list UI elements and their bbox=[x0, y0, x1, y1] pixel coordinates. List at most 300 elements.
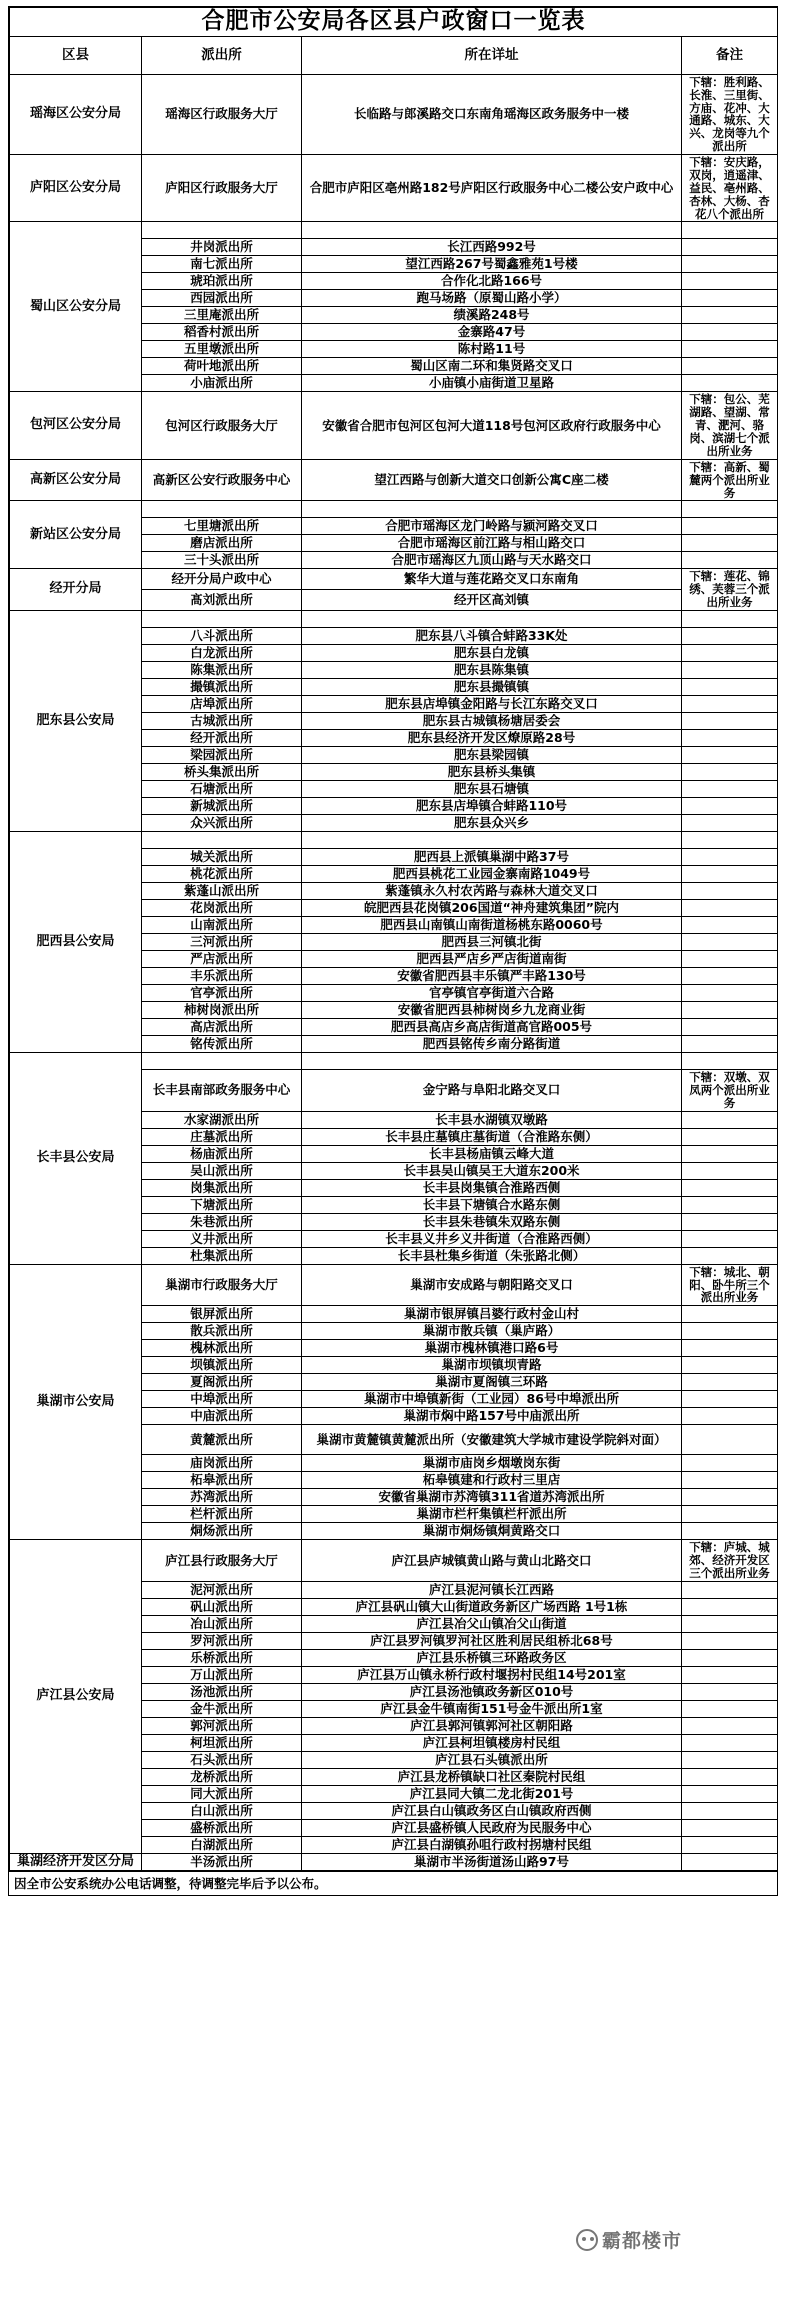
table-spacer-row bbox=[10, 832, 778, 849]
cell-address: 巢湖市半汤街道汤山路97号 bbox=[302, 1853, 682, 1871]
table-row bbox=[10, 1853, 778, 1871]
cell-address: 庐江县汤池镇政务新区010号 bbox=[302, 1683, 682, 1700]
cell-station: 冶山派出所 bbox=[142, 1615, 302, 1632]
cell-remark bbox=[682, 535, 778, 552]
cell-address: 望江西路267号蜀鑫雅苑1号楼 bbox=[302, 256, 682, 273]
cell-station: 庄墓派出所 bbox=[142, 1128, 302, 1145]
cell-remark bbox=[682, 1019, 778, 1036]
cell-address: 庐江县金牛镇南街151号金牛派出所1室 bbox=[302, 1700, 682, 1717]
cell-station: 汤池派出所 bbox=[142, 1683, 302, 1700]
cell-station: 龙桥派出所 bbox=[142, 1768, 302, 1785]
cell-district: 高新区公安分局 bbox=[10, 459, 142, 501]
cell-remark bbox=[682, 832, 778, 849]
cell-remark bbox=[682, 518, 778, 535]
cell-address: 合肥市瑶海区前江路与相山路交口 bbox=[302, 535, 682, 552]
cell-address: 庐江县盛桥镇人民政府为民服务中心 bbox=[302, 1819, 682, 1836]
cell-address: 庐江县罗河镇罗河社区胜利居民组桥北68号 bbox=[302, 1632, 682, 1649]
cell-remark bbox=[682, 1340, 778, 1357]
cell-station: 白湖派出所 bbox=[142, 1836, 302, 1853]
table-row bbox=[10, 569, 778, 590]
cell-address: 安徽省合肥市包河区包河大道118号包河区政府行政服务中心 bbox=[302, 392, 682, 459]
cell-station: 庐阳区行政服务大厅 bbox=[142, 155, 302, 222]
cell-address: 肥东县经济开发区燎原路28号 bbox=[302, 730, 682, 747]
cell-address: 长丰县吴山镇吴王大道东200米 bbox=[302, 1162, 682, 1179]
cell-remark bbox=[682, 1455, 778, 1472]
cell-station: 南七派出所 bbox=[142, 256, 302, 273]
cell-station: 中埠派出所 bbox=[142, 1391, 302, 1408]
cell-remark bbox=[682, 375, 778, 392]
page-title: 合肥市公安局各区县户政窗口一览表 bbox=[10, 8, 778, 37]
cell-station bbox=[142, 222, 302, 239]
cell-remark bbox=[682, 781, 778, 798]
watermark bbox=[576, 2226, 682, 2253]
cell-station: 陈集派出所 bbox=[142, 662, 302, 679]
cell-remark bbox=[682, 552, 778, 569]
cell-station bbox=[142, 832, 302, 849]
cell-address: 庐江县庐城镇黄山路与黄山北路交口 bbox=[302, 1540, 682, 1582]
cell-station: 金牛派出所 bbox=[142, 1700, 302, 1717]
cell-station: 七里塘派出所 bbox=[142, 518, 302, 535]
cell-address: 长丰县朱巷镇朱双路东侧 bbox=[302, 1213, 682, 1230]
cell-address: 长临路与郎溪路交口东南角瑶海区政务服务中一楼 bbox=[302, 74, 682, 154]
cell-station: 罗河派出所 bbox=[142, 1632, 302, 1649]
cell-remark bbox=[682, 358, 778, 375]
cell-remark bbox=[682, 1374, 778, 1391]
cell-address: 望江西路与创新大道交口创新公寓C座二楼 bbox=[302, 459, 682, 501]
cell-remark bbox=[682, 645, 778, 662]
cell-address: 庐江县泥河镇长江西路 bbox=[302, 1581, 682, 1598]
cell-remark: 下辖：莲花、锦绣、芙蓉三个派出所业务 bbox=[682, 569, 778, 611]
cell-remark bbox=[682, 1247, 778, 1264]
cell-station: 郭河派出所 bbox=[142, 1717, 302, 1734]
cell-address: 肥西县三河镇北街 bbox=[302, 934, 682, 951]
cell-address: 金寨路47号 bbox=[302, 324, 682, 341]
cell-remark bbox=[682, 679, 778, 696]
cell-station: 下塘派出所 bbox=[142, 1196, 302, 1213]
cell-remark bbox=[682, 764, 778, 781]
cell-remark bbox=[682, 1819, 778, 1836]
cell-district: 肥东县公安局 bbox=[10, 611, 142, 832]
cell-address: 肥东县店埠镇金阳路与长江东路交叉口 bbox=[302, 696, 682, 713]
cell-remark bbox=[682, 1323, 778, 1340]
cell-station: 众兴派出所 bbox=[142, 815, 302, 832]
cell-station: 官亭派出所 bbox=[142, 985, 302, 1002]
cell-remark bbox=[682, 1802, 778, 1819]
cell-remark bbox=[682, 1751, 778, 1768]
cell-station: 店埠派出所 bbox=[142, 696, 302, 713]
cell-remark bbox=[682, 1306, 778, 1323]
cell-address: 官亭镇官亭街道六合路 bbox=[302, 985, 682, 1002]
cell-address: 合作化北路166号 bbox=[302, 273, 682, 290]
table-spacer-row bbox=[10, 1053, 778, 1070]
cell-address: 庐江县郭河镇郭河社区朝阳路 bbox=[302, 1717, 682, 1734]
cell-address: 肥西县上派镇巢湖中路37号 bbox=[302, 849, 682, 866]
cell-remark bbox=[682, 1836, 778, 1853]
cell-remark: 下辖：胜利路、长淮、三里街、方庙、花冲、大通路、城东、大兴、龙岗等九个派出所 bbox=[682, 74, 778, 154]
cell-remark bbox=[682, 1472, 778, 1489]
cell-station: 石头派出所 bbox=[142, 1751, 302, 1768]
household-registration-table bbox=[9, 7, 778, 1871]
cell-remark bbox=[682, 1128, 778, 1145]
cell-address: 皖肥西县花岗镇206国道“神舟建筑集团”院内 bbox=[302, 900, 682, 917]
cell-station: 吴山派出所 bbox=[142, 1162, 302, 1179]
cell-station: 城关派出所 bbox=[142, 849, 302, 866]
cell-address: 肥西县山南镇山南街道杨桃东路0060号 bbox=[302, 917, 682, 934]
cell-remark bbox=[682, 1036, 778, 1053]
cell-address: 陈村路11号 bbox=[302, 341, 682, 358]
cell-address: 巢湖市安成路与朝阳路交叉口 bbox=[302, 1264, 682, 1306]
cell-remark bbox=[682, 1145, 778, 1162]
cell-remark: 下辖：安庆路，双岗，逍遥津、益民、亳州路、杏林、大杨、杏花八个派出所 bbox=[682, 155, 778, 222]
cell-station: 盛桥派出所 bbox=[142, 1819, 302, 1836]
cell-address: 巢湖市槐林镇港口路6号 bbox=[302, 1340, 682, 1357]
cell-address: 肥东县梁园镇 bbox=[302, 747, 682, 764]
cell-remark bbox=[682, 1179, 778, 1196]
cell-address: 巢湖市焖中路157号中庙派出所 bbox=[302, 1408, 682, 1425]
cell-address: 肥东县店埠镇合蚌路110号 bbox=[302, 798, 682, 815]
cell-remark bbox=[682, 1523, 778, 1540]
cell-district: 瑶海区公安分局 bbox=[10, 74, 142, 154]
cell-remark bbox=[682, 501, 778, 518]
cell-remark bbox=[682, 1768, 778, 1785]
cell-address bbox=[302, 1053, 682, 1070]
cell-address: 庐江县同大镇二龙北街201号 bbox=[302, 1785, 682, 1802]
cell-remark bbox=[682, 1700, 778, 1717]
cell-station: 琥珀派出所 bbox=[142, 273, 302, 290]
table-spacer-row bbox=[10, 611, 778, 628]
cell-remark bbox=[682, 1391, 778, 1408]
cell-address: 庐江县万山镇永桥行政村堰拐村民组14号201室 bbox=[302, 1666, 682, 1683]
cell-station: 庙岗派出所 bbox=[142, 1455, 302, 1472]
cell-station: 义井派出所 bbox=[142, 1230, 302, 1247]
cell-remark bbox=[682, 290, 778, 307]
cell-station: 烔炀派出所 bbox=[142, 1523, 302, 1540]
cell-station: 八斗派出所 bbox=[142, 628, 302, 645]
cell-station: 西园派出所 bbox=[142, 290, 302, 307]
cell-remark bbox=[682, 1357, 778, 1374]
cell-address bbox=[302, 611, 682, 628]
cell-remark bbox=[682, 696, 778, 713]
column-header-district: 区县 bbox=[10, 36, 142, 74]
cell-station: 泥河派出所 bbox=[142, 1581, 302, 1598]
cell-address: 巢湖市栏杆集镇栏杆派出所 bbox=[302, 1506, 682, 1523]
cell-remark: 下辖：高新、蜀麓两个派出所业务 bbox=[682, 459, 778, 501]
cell-remark bbox=[682, 1213, 778, 1230]
cell-address: 庐江县白山镇政务区白山镇政府西侧 bbox=[302, 1802, 682, 1819]
cell-station: 散兵派出所 bbox=[142, 1323, 302, 1340]
cell-district: 肥西县公安局 bbox=[10, 832, 142, 1053]
cell-address: 安徽省肥西县丰乐镇严丰路130号 bbox=[302, 968, 682, 985]
cell-address: 安徽省肥西县柿树岗乡九龙商业街 bbox=[302, 1002, 682, 1019]
cell-address: 长丰县杜集乡街道（朱张路北侧） bbox=[302, 1247, 682, 1264]
cell-remark bbox=[682, 866, 778, 883]
page-root bbox=[0, 6, 786, 2297]
table-row bbox=[10, 392, 778, 459]
cell-remark bbox=[682, 1425, 778, 1455]
cell-address: 长丰县下塘镇合水路东侧 bbox=[302, 1196, 682, 1213]
cell-remark bbox=[682, 662, 778, 679]
cell-address: 庐江县冶父山镇冶父山街道 bbox=[302, 1615, 682, 1632]
cell-address: 肥西县严店乡严店街道南街 bbox=[302, 951, 682, 968]
cell-district: 庐江县公安局 bbox=[10, 1540, 142, 1854]
table-row bbox=[10, 1540, 778, 1582]
cell-remark bbox=[682, 1615, 778, 1632]
cell-address: 繁华大道与莲花路交叉口东南角 bbox=[302, 569, 682, 590]
cell-remark bbox=[682, 951, 778, 968]
cell-district: 蜀山区公安分局 bbox=[10, 222, 142, 392]
table-row bbox=[10, 1264, 778, 1306]
cell-district: 经开分局 bbox=[10, 569, 142, 611]
cell-address: 长丰县岗集镇合淮路西侧 bbox=[302, 1179, 682, 1196]
cell-address: 巢湖市散兵镇（巢庐路） bbox=[302, 1323, 682, 1340]
cell-remark bbox=[682, 239, 778, 256]
cell-remark bbox=[682, 985, 778, 1002]
cell-station: 柿树岗派出所 bbox=[142, 1002, 302, 1019]
cell-station: 石塘派出所 bbox=[142, 781, 302, 798]
cell-address: 合肥市瑶海区九顶山路与天水路交口 bbox=[302, 552, 682, 569]
cell-address: 肥东县陈集镇 bbox=[302, 662, 682, 679]
cell-station bbox=[142, 501, 302, 518]
cell-address: 肥东县八斗镇合蚌路33K处 bbox=[302, 628, 682, 645]
cell-station: 杨庙派出所 bbox=[142, 1145, 302, 1162]
cell-address bbox=[302, 501, 682, 518]
cell-remark bbox=[682, 1111, 778, 1128]
cell-address: 巢湖市夏阁镇三环路 bbox=[302, 1374, 682, 1391]
cell-address: 长丰县庄墓镇庄墓街道（合淮路东侧） bbox=[302, 1128, 682, 1145]
cell-address: 巢湖市黄麓镇黄麓派出所（安徽建筑大学城市建设学院斜对面） bbox=[302, 1425, 682, 1455]
watermark-label: 霸都楼市 bbox=[601, 2230, 682, 2252]
cell-remark bbox=[682, 1196, 778, 1213]
cell-station: 经开分局户政中心 bbox=[142, 569, 302, 590]
cell-station: 稻香村派出所 bbox=[142, 324, 302, 341]
cell-station: 新城派出所 bbox=[142, 798, 302, 815]
cell-remark bbox=[682, 798, 778, 815]
cell-remark bbox=[682, 1717, 778, 1734]
table-row bbox=[10, 74, 778, 154]
cell-remark bbox=[682, 1683, 778, 1700]
cell-station: 桃花派出所 bbox=[142, 866, 302, 883]
table-spacer-row bbox=[10, 501, 778, 518]
cell-station: 朱巷派出所 bbox=[142, 1213, 302, 1230]
cell-remark: 下辖：双墩、双凤两个派出所业务 bbox=[682, 1070, 778, 1112]
cell-remark bbox=[682, 1734, 778, 1751]
cell-station: 三河派出所 bbox=[142, 934, 302, 951]
cell-remark bbox=[682, 883, 778, 900]
table-footnote: 因全市公安系统办公电话调整，待调整完毕后予以公布。 bbox=[8, 1872, 778, 1896]
cell-station: 瑶海区行政服务大厅 bbox=[142, 74, 302, 154]
cell-address: 肥东县众兴乡 bbox=[302, 815, 682, 832]
cell-address: 庐江县矾山镇大山街道政务新区广场西路 1号1栋 bbox=[302, 1598, 682, 1615]
cell-station: 夏阁派出所 bbox=[142, 1374, 302, 1391]
column-header-address: 所在详址 bbox=[302, 36, 682, 74]
cell-address: 巢湖市中埠镇新街（工业园）86号中埠派出所 bbox=[302, 1391, 682, 1408]
cell-address: 巢湖市烔炀镇烔黄路交口 bbox=[302, 1523, 682, 1540]
table-title-row bbox=[10, 8, 778, 37]
cell-address: 跑马场路（原蜀山路小学） bbox=[302, 290, 682, 307]
cell-address: 肥东县白龙镇 bbox=[302, 645, 682, 662]
cell-address: 巢湖市银屏镇吕婆行政村金山村 bbox=[302, 1306, 682, 1323]
cell-address bbox=[302, 832, 682, 849]
cell-address: 长丰县义井乡义井街道（合淮路西侧） bbox=[302, 1230, 682, 1247]
cell-station: 古城派出所 bbox=[142, 713, 302, 730]
cell-address: 庐江县龙桥镇缺口社区秦院村民组 bbox=[302, 1768, 682, 1785]
cell-station: 岗集派出所 bbox=[142, 1179, 302, 1196]
cell-district: 庐阳区公安分局 bbox=[10, 155, 142, 222]
cell-address: 庐江县石头镇派出所 bbox=[302, 1751, 682, 1768]
cell-address: 蜀山区南二环和集贤路交叉口 bbox=[302, 358, 682, 375]
cell-station: 柘皋派出所 bbox=[142, 1472, 302, 1489]
cell-remark bbox=[682, 628, 778, 645]
cell-station: 桥头集派出所 bbox=[142, 764, 302, 781]
cell-remark bbox=[682, 1853, 778, 1871]
cell-remark bbox=[682, 747, 778, 764]
cell-remark bbox=[682, 1666, 778, 1683]
column-header-station: 派出所 bbox=[142, 36, 302, 74]
cell-station: 高店派出所 bbox=[142, 1019, 302, 1036]
cell-station: 半汤派出所 bbox=[142, 1853, 302, 1871]
cell-remark bbox=[682, 934, 778, 951]
cell-address: 肥西县铭传乡南分路街道 bbox=[302, 1036, 682, 1053]
cell-address: 肥东县撮镇镇 bbox=[302, 679, 682, 696]
cell-remark bbox=[682, 1230, 778, 1247]
table-row bbox=[10, 459, 778, 501]
cell-address: 紫蓬镇永久村农芮路与森林大道交叉口 bbox=[302, 883, 682, 900]
table-header-row bbox=[10, 36, 778, 74]
cell-station: 栏杆派出所 bbox=[142, 1506, 302, 1523]
cell-station: 杜集派出所 bbox=[142, 1247, 302, 1264]
cell-remark bbox=[682, 307, 778, 324]
cell-address: 庐江县白湖镇孙咀行政村拐塘村民组 bbox=[302, 1836, 682, 1853]
cell-remark bbox=[682, 1002, 778, 1019]
cell-station bbox=[142, 1053, 302, 1070]
cell-district: 长丰县公安局 bbox=[10, 1053, 142, 1265]
cell-district: 巢湖经济开发区分局 bbox=[10, 1853, 142, 1871]
cell-remark bbox=[682, 611, 778, 628]
cell-remark bbox=[682, 273, 778, 290]
cell-station: 小庙派出所 bbox=[142, 375, 302, 392]
cell-address: 肥东县古城镇杨塘居委会 bbox=[302, 713, 682, 730]
cell-address: 绩溪路248号 bbox=[302, 307, 682, 324]
cell-station: 井岗派出所 bbox=[142, 239, 302, 256]
cell-remark bbox=[682, 222, 778, 239]
cell-station: 髙刘派出所 bbox=[142, 590, 302, 611]
cell-station: 高新区公安行政服务中心 bbox=[142, 459, 302, 501]
cell-district: 包河区公安分局 bbox=[10, 392, 142, 459]
cell-address: 柘皋镇建和行政村三里店 bbox=[302, 1472, 682, 1489]
cell-station: 山南派出所 bbox=[142, 917, 302, 934]
cell-remark bbox=[682, 256, 778, 273]
cell-station: 荷叶地派出所 bbox=[142, 358, 302, 375]
cell-address: 巢湖市庙岗乡烟墩岗东街 bbox=[302, 1455, 682, 1472]
cell-district: 新站区公安分局 bbox=[10, 501, 142, 569]
cell-station: 同大派出所 bbox=[142, 1785, 302, 1802]
cell-station: 庐江县行政服务大厅 bbox=[142, 1540, 302, 1582]
cell-station: 磨店派出所 bbox=[142, 535, 302, 552]
cell-remark bbox=[682, 1053, 778, 1070]
cell-remark bbox=[682, 917, 778, 934]
cell-station: 银屏派出所 bbox=[142, 1306, 302, 1323]
cell-address: 肥西县高店乡高店街道高官路005号 bbox=[302, 1019, 682, 1036]
cell-remark: 下辖：包公、芜湖路、望湖、常青、淝河、骆岗、滨湖七个派出所业务 bbox=[682, 392, 778, 459]
cell-address: 巢湖市坝镇坝青路 bbox=[302, 1357, 682, 1374]
cell-station: 经开派出所 bbox=[142, 730, 302, 747]
cell-station: 三里庵派出所 bbox=[142, 307, 302, 324]
cell-remark: 下辖：城北、朝阳、卧牛所三个派出所业务 bbox=[682, 1264, 778, 1306]
cell-address: 合肥市瑶海区龙门岭路与颍河路交叉口 bbox=[302, 518, 682, 535]
cell-remark bbox=[682, 324, 778, 341]
cell-station: 苏湾派出所 bbox=[142, 1489, 302, 1506]
cell-remark bbox=[682, 1649, 778, 1666]
cell-station: 紫蓬山派出所 bbox=[142, 883, 302, 900]
cell-remark bbox=[682, 1785, 778, 1802]
cell-station: 花岗派出所 bbox=[142, 900, 302, 917]
cell-station: 巢湖市行政服务大厅 bbox=[142, 1264, 302, 1306]
cell-station: 白龙派出所 bbox=[142, 645, 302, 662]
cell-address: 安徽省巢湖市苏湾镇311省道苏湾派出所 bbox=[302, 1489, 682, 1506]
cell-remark bbox=[682, 900, 778, 917]
cell-address: 合肥市庐阳区亳州路182号庐阳区行政服务中心二楼公安户政中心 bbox=[302, 155, 682, 222]
cell-station: 矾山派出所 bbox=[142, 1598, 302, 1615]
cell-remark bbox=[682, 1408, 778, 1425]
cell-station: 白山派出所 bbox=[142, 1802, 302, 1819]
cell-station: 铭传派出所 bbox=[142, 1036, 302, 1053]
cell-station: 五里墩派出所 bbox=[142, 341, 302, 358]
table-spacer-row bbox=[10, 222, 778, 239]
cell-address: 金宁路与阜阳北路交叉口 bbox=[302, 1070, 682, 1112]
cell-station bbox=[142, 611, 302, 628]
cell-station: 黄麓派出所 bbox=[142, 1425, 302, 1455]
cell-station: 丰乐派出所 bbox=[142, 968, 302, 985]
cell-remark: 下辖：庐城、城郊、经济开发区三个派出所业务 bbox=[682, 1540, 778, 1582]
cell-station: 柯坦派出所 bbox=[142, 1734, 302, 1751]
cell-station: 长丰县南部政务服务中心 bbox=[142, 1070, 302, 1112]
cell-station: 万山派出所 bbox=[142, 1666, 302, 1683]
cell-remark bbox=[682, 968, 778, 985]
cell-address: 经开区高刘镇 bbox=[302, 590, 682, 611]
cell-address: 庐江县柯坦镇楼房村民组 bbox=[302, 1734, 682, 1751]
cell-remark bbox=[682, 1632, 778, 1649]
cell-station: 梁园派出所 bbox=[142, 747, 302, 764]
table-sheet bbox=[8, 6, 778, 1872]
cell-address: 肥西县桃花工业园金寨南路1049号 bbox=[302, 866, 682, 883]
cell-remark bbox=[682, 730, 778, 747]
cell-address: 肥东县石塘镇 bbox=[302, 781, 682, 798]
cell-address: 肥东县桥头集镇 bbox=[302, 764, 682, 781]
cell-remark bbox=[682, 1581, 778, 1598]
cell-address: 庐江县乐桥镇三环路政务区 bbox=[302, 1649, 682, 1666]
cell-station: 中庙派出所 bbox=[142, 1408, 302, 1425]
cell-remark bbox=[682, 815, 778, 832]
cell-station: 坝镇派出所 bbox=[142, 1357, 302, 1374]
cell-station: 撮镇派出所 bbox=[142, 679, 302, 696]
cell-address: 小庙镇小庙街道卫星路 bbox=[302, 375, 682, 392]
cell-station: 严店派出所 bbox=[142, 951, 302, 968]
cell-station: 水家湖派出所 bbox=[142, 1111, 302, 1128]
cell-remark bbox=[682, 1162, 778, 1179]
cell-remark bbox=[682, 1489, 778, 1506]
cell-station: 槐林派出所 bbox=[142, 1340, 302, 1357]
cell-remark bbox=[682, 341, 778, 358]
cell-district: 巢湖市公安局 bbox=[10, 1264, 142, 1540]
wechat-logo-icon bbox=[576, 2229, 598, 2251]
cell-station: 三十头派出所 bbox=[142, 552, 302, 569]
column-header-remark: 备注 bbox=[682, 36, 778, 74]
cell-station: 包河区行政服务大厅 bbox=[142, 392, 302, 459]
cell-address: 长丰县杨庙镇云峰大道 bbox=[302, 1145, 682, 1162]
cell-address: 长丰县水湖镇双墩路 bbox=[302, 1111, 682, 1128]
cell-remark bbox=[682, 1506, 778, 1523]
cell-remark bbox=[682, 849, 778, 866]
